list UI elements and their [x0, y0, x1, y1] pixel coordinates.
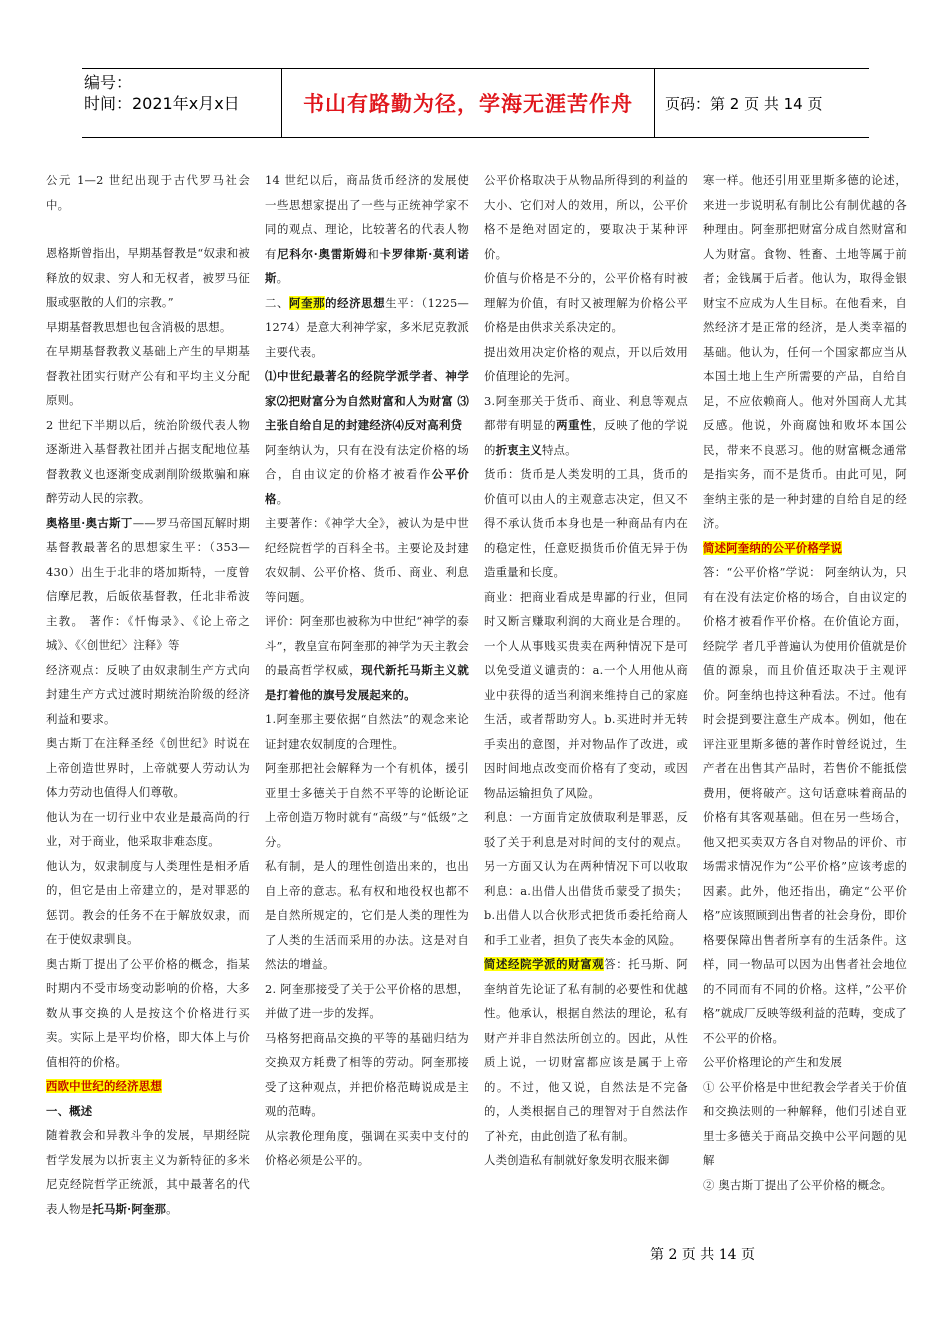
paragraph: 价值与价格是不分的，公平价格有时被理解为价值，有时又被理解为价格公平价格是由供求关系决定的。: [484, 271, 688, 334]
column-2: [265, 168, 469, 1243]
paragraph: 早期基督教思想也包含消极的思想。: [46, 319, 232, 334]
text-run: ——罗马帝国瓦解时期基督教最著名的思想家生平：（353—430）出生于北非的塔加斯特，一度曾信摩尼教，后皈依基督教，任北非希波主教。 著作：《忏悔录》、《论上帝之城》、《〈创世纪〉注释》等: [46, 515, 250, 652]
paragraph: 恩格斯曾指出，早期基督教是“奴隶和被释放的奴隶、穷人和无权者，被罗马征服或驱散的人们的宗教。”: [46, 246, 250, 309]
subheading: 一、概述: [46, 1103, 93, 1118]
blank-line: [46, 217, 250, 241]
text-run: 和: [367, 246, 380, 261]
section-title: 的经济思想: [325, 295, 386, 310]
text-run: 生平：（1225—1274）是意大利神学家，多米尼克教派主要代表。: [265, 295, 469, 359]
paragraph: [46, 1123, 250, 1221]
section-heading: [703, 536, 907, 561]
text-run: 评价：阿奎那也被称为中世纪“神学的泰斗”，教皇宣布阿奎那的神学为天主教会的最高哲学权威，: [265, 614, 469, 677]
oresme-name: 尼科尔·奥雷斯姆: [277, 246, 368, 261]
paragraph: [484, 952, 688, 1148]
paragraph: ① 公平价格是中世纪教会学者关于价值和交换法则的一种解释，他们引述自亚里士多德关于商品交换中公平问题的见解: [703, 1079, 907, 1167]
text-run: 二、: [265, 295, 290, 310]
column-3: [484, 168, 688, 1243]
paragraph: [265, 291, 469, 365]
paragraph: ② 奥古斯丁提出了公平价格的概念。: [703, 1177, 893, 1192]
paragraph: 利息：一方面肯定放债取利是罪恶，反驳了关于利息是对时间的支付的观点。另一方面又认为在两种情况下可以收取利息：a.出借人出借货币蒙受了损失；b.出借人以合伙形式把货币委托给商人和手工业者，担负了丧失本金的风险。: [484, 810, 688, 947]
paragraph: 奥古斯丁在注释圣经《创世纪》时说在上帝创造世界时，上帝就要人劳动认为体力劳动也值得人们尊敬。: [46, 736, 250, 799]
text-run: 3.阿奎那关于货币、商业、利息等观点都带有明显的: [484, 393, 688, 432]
section-heading: [46, 1074, 250, 1099]
text-run: 阿奎纳认为，只有在没有法定价格的场合，自由议定的价格才被看作: [265, 442, 469, 481]
paragraph: 2. 阿奎那接受了关于公平价格的思想，并做了进一步的发挥。: [265, 981, 469, 1020]
column-4: [703, 168, 907, 1243]
text-run: 。: [166, 1201, 178, 1216]
paragraph: 货币：货币是人类发明的工具，货币的价值可以由人的主观意志决定，但又不得不承认货币本身也是一种商品有内在的稳定性，任意贬损货币价值无异于伪造重量和长度。: [484, 467, 688, 579]
paragraph: 公元 1—2 世纪出现于古代罗马社会中。: [46, 173, 250, 212]
paragraph: [46, 511, 250, 658]
paragraph: 他认为，奴隶制度与人类理性是相矛盾的，但它是由上帝建立的，是对罪恶的惩罚。教会的任务不在于解放奴隶，而在于使奴隶驯良。: [46, 858, 250, 946]
paragraph: 1.阿奎那主要依据“自然法”的观念来论证封建农奴制度的合理性。: [265, 712, 469, 751]
highlighted-heading: 西欧中世纪的经济思想: [46, 1079, 162, 1093]
bold-run: 现代新托马斯主义就是打着他的旗号发展起来的。: [265, 663, 469, 702]
header-motto: 书山有路勤为径，学海无涯苦作舟: [303, 92, 633, 116]
subheading: 公平价格理论的产生和发展: [703, 1055, 843, 1069]
text-run: 。: [276, 271, 289, 285]
paragraph: 2 世纪下半期以后，统治阶级代表人物逐渐进入基督教社团并占据支配地位基督教教义也逐渐变成剥削阶级欺骗和麻醉劳动人民的宗教。: [46, 417, 250, 505]
highlighted-name: 阿奎那: [289, 295, 326, 310]
key-points: ⑴中世纪最著名的经院学派学者、神学家⑵把财富分为自然财富和人为财富 ⑶主张自给自足的封建经济⑷反对高利贷: [265, 369, 469, 432]
duality-term: 两重性: [556, 418, 593, 432]
paragraph: 经济观点：反映了由奴隶制生产方式向封建生产方式过渡时期统治阶级的经济利益和要求。: [46, 662, 250, 726]
document-number-label: 编号：: [84, 73, 133, 92]
eclecticism-term: 折衷主义: [495, 442, 542, 457]
molinaeus-name: 卡罗律斯·莫利诺斯: [265, 246, 469, 285]
header-page-info: 页码：第 2 页 共 14 页: [665, 94, 823, 113]
paragraph: 公平价格取决于从物品所得到的利益的大小、它们对人的效用，所以，公平价格不是绝对固定的，要取决于某种评价。: [484, 173, 688, 261]
paragraph: 在早期基督教教义基础上产生的早期基督教社团实行财产公有和平均主义分配原则。: [46, 344, 250, 407]
text-run: 随着教会和异教斗争的发展，早期经院哲学发展为以折衷主义为新特征的多米尼克经院哲学正统派，其中最著名的代表人物是: [46, 1128, 250, 1216]
header-page-cell: [655, 69, 869, 137]
fair-price-term: 公平价格: [265, 467, 469, 506]
header-motto-cell: [282, 69, 655, 137]
text-run: 答：托马斯、阿奎纳首先论证了私有制的必要性和优越性。他承认，根据自然法的理论，私有财产并非自然法所创立的。因此，从性质上说，一切财富都应该是属于上帝的。不过，他又说，自然法是不完备的，人类根据自己的理智对于自然法作了补充，由此创造了私有制。: [484, 957, 688, 1143]
paragraph: 阿奎那把社会解释为一个有机体，援引亚里士多德关于自然不平等的论断论证上帝创造万物时就有“高级”与“低级”之分。: [265, 761, 469, 849]
paragraph: 私有制，是人的理性创造出来的，也出自上帝的意志。私有权和地役权也都不是自然所规定的，它们是人类的理性为了人类的生活而采用的办法。这是对自然法的增益。: [265, 859, 469, 971]
text-run: 14 世纪以后，商品货币经济的发展使一些思想家提出了一些与正统神学家不同的观点、理论，比较著名的代表人物有: [265, 173, 469, 261]
highlighted-question: 简述经院学派的财富观: [484, 957, 605, 971]
page-header: [82, 68, 869, 138]
aquinas-name: 托马斯·阿奎那: [92, 1201, 167, 1216]
text-run: 特点。: [541, 442, 577, 457]
header-meta: [82, 69, 282, 137]
paragraph: 提出效用决定价格的观点，开以后效用价值理论的先河。: [484, 344, 688, 383]
paragraph: 他认为在一切行业中农业是最高尚的行业，对于商业，他采取非难态度。: [46, 809, 250, 848]
paragraph: [265, 438, 469, 512]
paragraph: 人类创造私有制就好象发明衣服来御: [484, 1153, 670, 1167]
paragraph: 答：“公平价格”学说： 阿奎纳认为，只有在没有法定价格的场合，自由议定的价格才被看作平价格。在价值论方面，经院学 者几乎普遍认为使用价值就是价值的源泉，而且价值还取决于主观评价。阿奎纳也持这种看法。不过。他有时会提到要注意生产成本。例如，他在评注亚里斯多德的著作时曾经说过，生产者在出售其产品时，若售价不能抵偿费用，便将破产。这句话意味着商品的价格有其客观基础。但在另一些场合，他又把买卖双方各自对物品的评价、市场需求情况作为“公平价格”应该考虑的因素。此外，他还指出，确定“公平价格”应该照顾到出售者的社会身份，即价格要保障出售者所享有的生活条件。这样，同一物品可以因为出售者社会地位的不同而有不同的价格。这样，”公平价格”就成厂反映等级利益的范畴，变成了不公平的价格。: [703, 565, 907, 1045]
paragraph: 寒一样。他还引用亚里斯多德的论述，来进一步说明私有制比公有制优越的各种理由。阿奎那把财富分成自然财富和人为财富。食物、牲畜、土地等属于前者；金钱属于后者。他认为，取得金银财宝不应成为人生目标。在他看来，自然经济才是正常的经济，是人类幸福的基础。他认为，任何一个国家都应当从本国土地上生产所需要的产品，自给自足，不应依赖商人。他对外国商人尤其反感。他说，外商腐蚀和败坏本国公民，带来不良恶习。他的财富概念通常是指实务，而不是货币。由此可见，阿奎纳主张的是一种封建的自给自足的经济。: [703, 173, 907, 530]
body-columns: [46, 168, 914, 1243]
document-date: 时间：2021年x月x日: [84, 94, 240, 113]
augustine-name: 奥格里·奥古斯丁: [46, 515, 133, 530]
paragraph: [265, 168, 469, 291]
text-run: 。: [276, 491, 289, 506]
paragraph: [265, 609, 469, 707]
paragraph: 从宗教伦理角度，强调在买卖中支付的价格必须是公平的。: [265, 1128, 469, 1167]
paragraph: 马格努把商品交换的平等的基础归结为交换双方耗费了相等的劳动。阿奎那接受了这种观点，并把价格范畴说成是主观的范畴。: [265, 1030, 469, 1118]
column-1: [46, 168, 250, 1243]
highlighted-question: 简述阿奎纳的公平价格学说: [703, 540, 843, 555]
paragraph: 奥古斯丁提出了公平价格的概念，指某时期内不受市场变动影响的价格，大多数从事交换的人是按这个价格进行买卖。实际上是平均价格，即大体上与价值相符的价格。: [46, 956, 250, 1069]
paragraph: 商业：把商业看成是卑鄙的行业，但同时又断言赚取利润的大商业是合理的。一个人从事贱买贵卖在两种情况下是可以免受道义谴责的：a.一个人用他从商业中获得的适当利润来维持自己的家庭生活，或者帮助穷人。b.买进时并无转手卖出的意图，并对物品作了改进，或因时间地点改变而价格有了变动，或因物品运输担负了风险。: [484, 589, 688, 800]
paragraph: 主要著作：《神学大全》，被认为是中世纪经院哲学的百科全书。主要论及封建农奴制、公平价格、货币、商业、利息等问题。: [265, 516, 469, 604]
page-footer: 第 2 页 共 14 页: [650, 1247, 755, 1263]
text-run: ，反映了他的学说的: [484, 418, 688, 457]
paragraph: [484, 389, 688, 463]
